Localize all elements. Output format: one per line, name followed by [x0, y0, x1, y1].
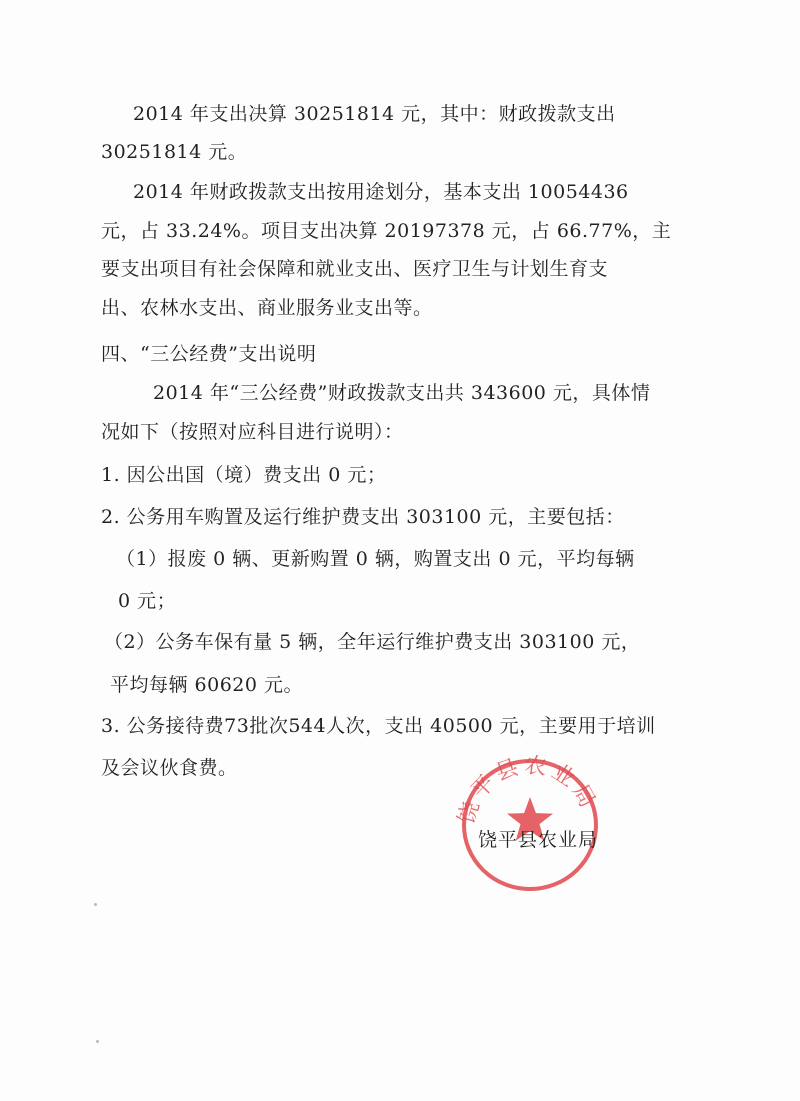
text-line: 出、农林水支出、商业服务业支出等。 [101, 297, 433, 319]
text-line: 平均每辆 60620 元。 [110, 674, 304, 696]
text-line: 况如下（按照对应科目进行说明）： [101, 421, 404, 443]
text-line: 2. 公务用车购置及运行维护费支出 303100 元，主要包括： [101, 506, 625, 528]
text-line: 2014 年财政拨款支出按用途划分，基本支出 10054436 [133, 181, 629, 203]
official-seal [440, 745, 620, 895]
text-line: （1）报废 0 辆、更新购置 0 辆，购置支出 0 元，平均每辆 [116, 548, 635, 570]
scan-speck [94, 903, 97, 906]
text-line: 30251814 元。 [101, 141, 248, 163]
text-line: 元，占 33.24%。项目支出决算 20197378 元，占 66.77%，主 [101, 220, 672, 242]
text-line: 及会议伙食费。 [101, 757, 238, 779]
text-line: 3. 公务接待费73批次544人次，支出 40500 元，主要用于培训 [101, 715, 656, 737]
text-line: 要支出项目有社会保障和就业支出、医疗卫生与计划生育支 [101, 258, 609, 280]
signature-organization: 饶平县农业局 [478, 829, 599, 851]
text-line: 1. 因公出国（境）费支出 0 元； [101, 464, 387, 486]
text-line: 2014 年支出决算 30251814 元，其中：财政拨款支出 [133, 103, 616, 125]
text-line: 2014 年“三公经费”财政拨款支出共 343600 元，具体情 [153, 382, 651, 404]
text-line: （2）公务车保有量 5 辆，全年运行维护费支出 303100 元， [104, 631, 641, 653]
seal-text: 饶平县农业局 [454, 752, 602, 827]
scan-speck [96, 1040, 99, 1043]
section-heading: 四、“三公经费”支出说明 [101, 343, 317, 365]
text-line: 0 元； [118, 590, 177, 612]
